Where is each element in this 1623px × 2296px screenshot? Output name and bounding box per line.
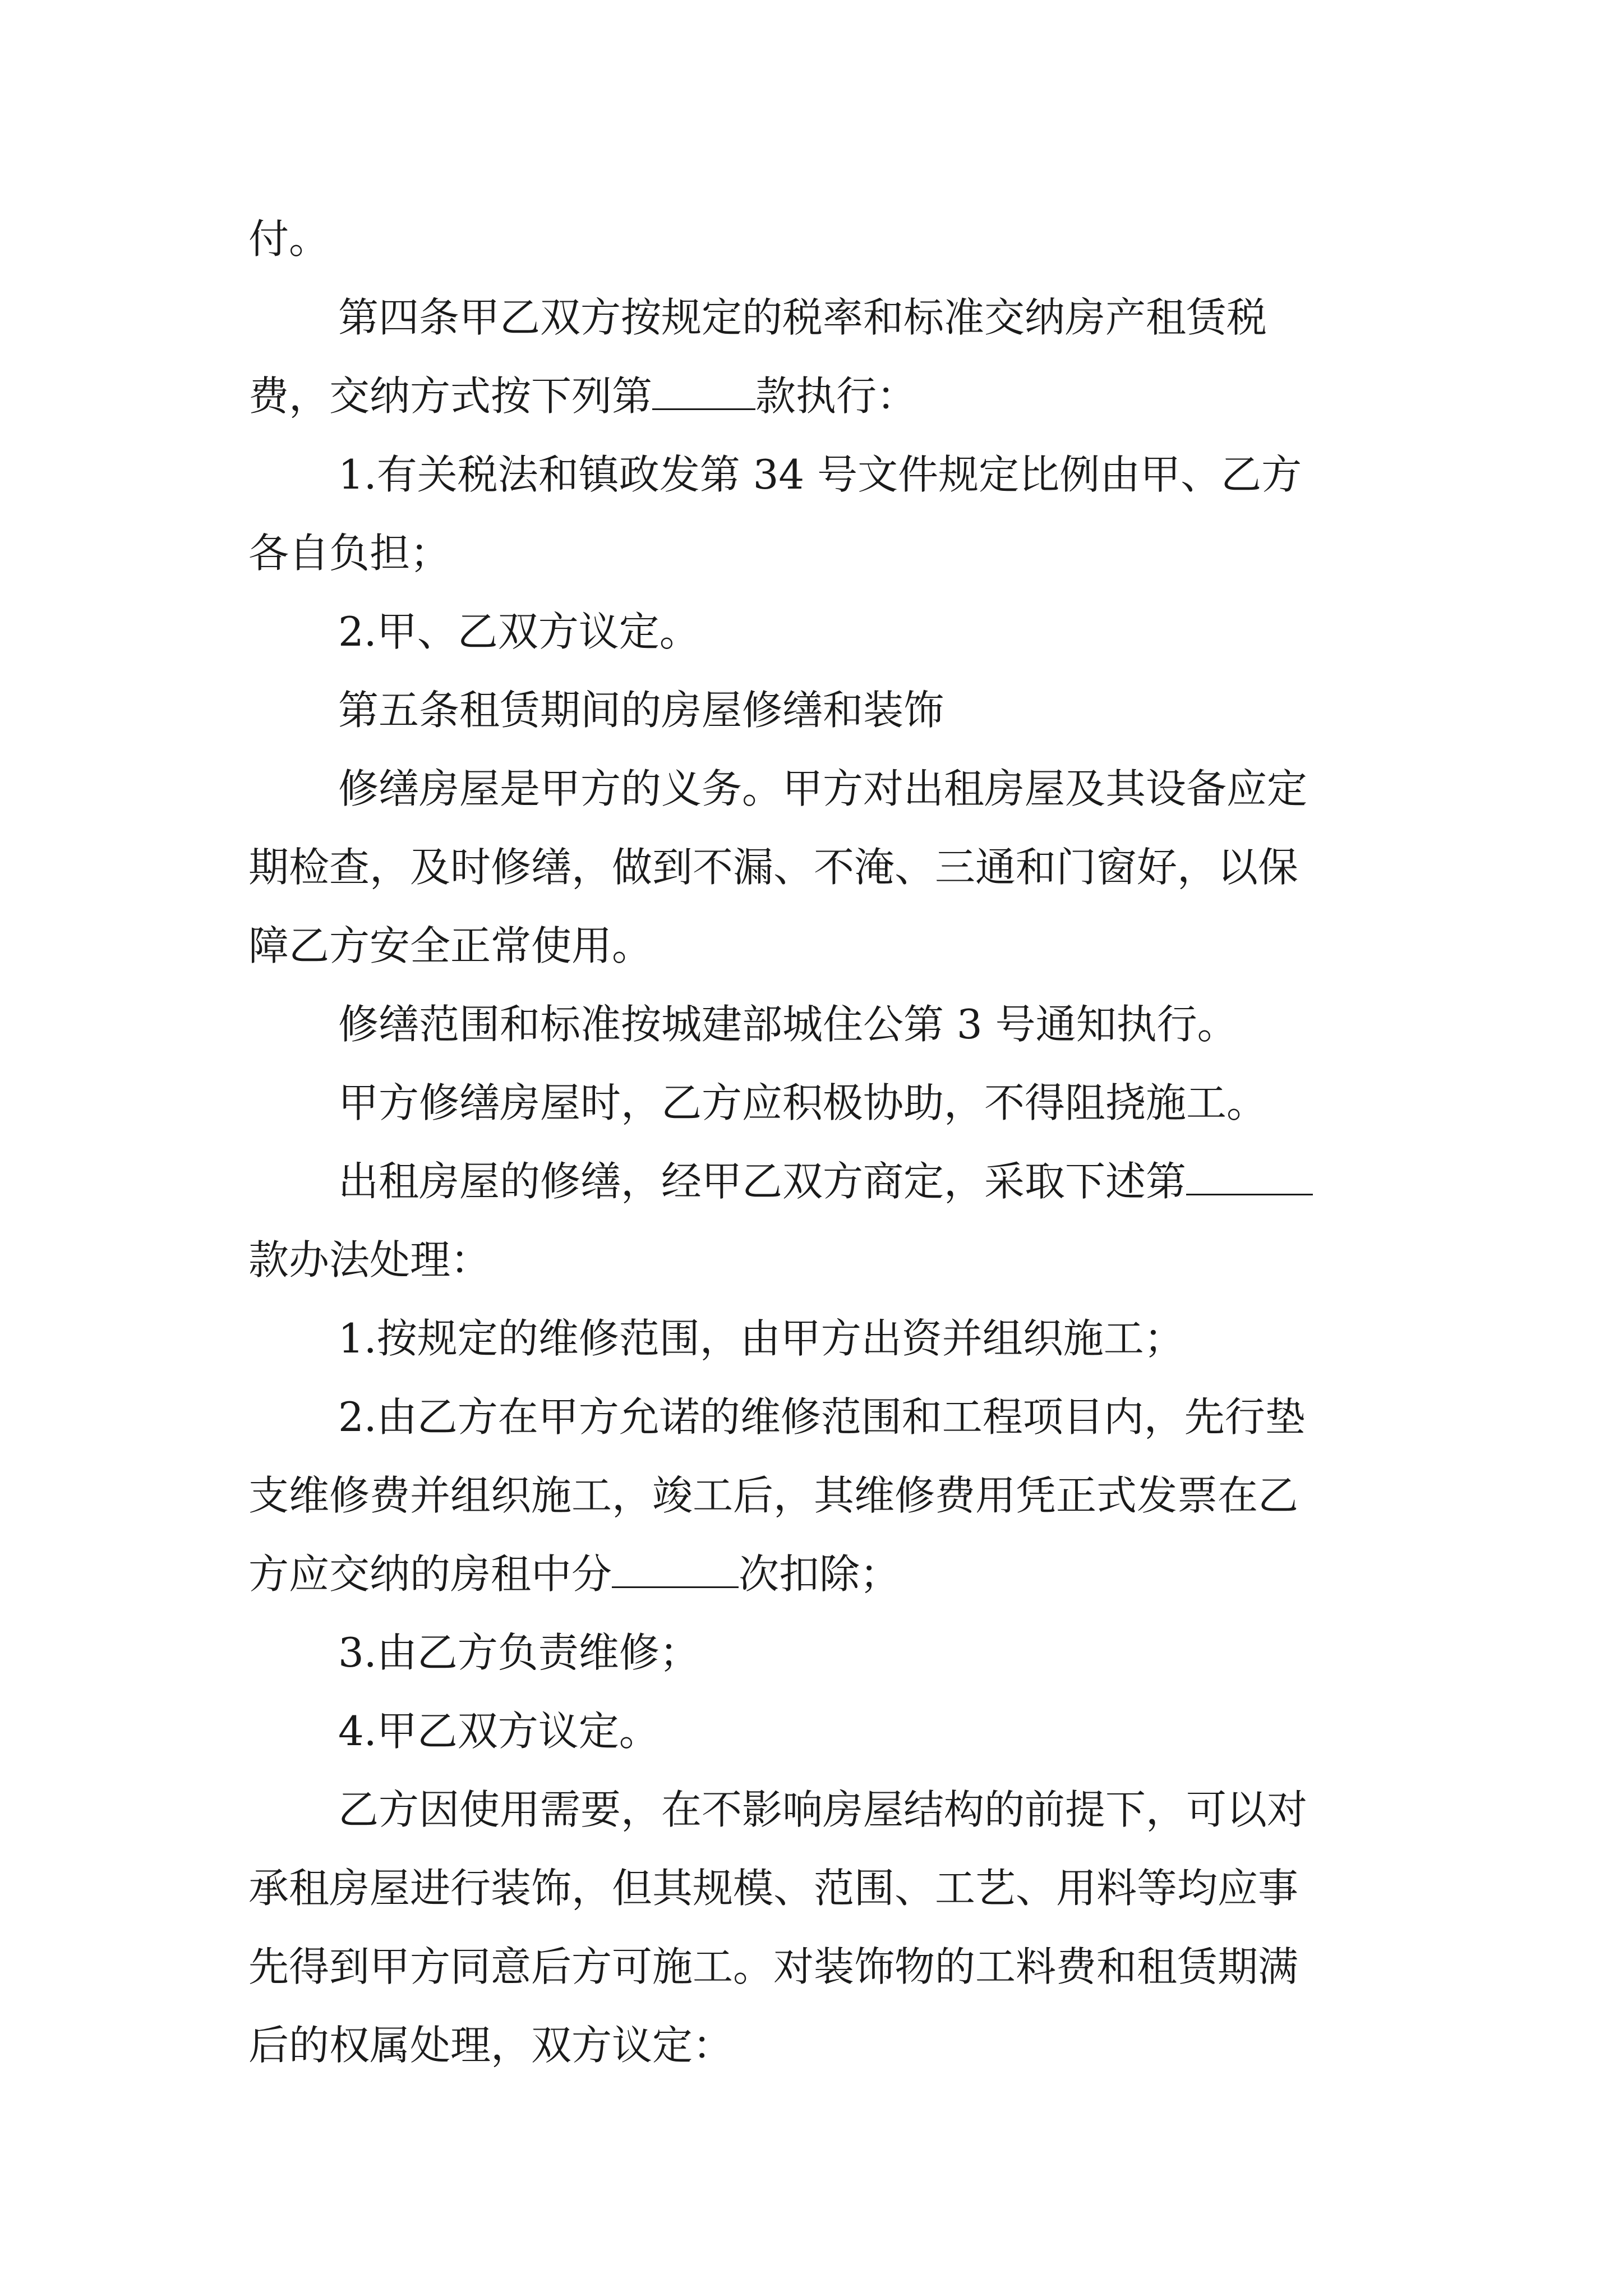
- text-line: [248, 525, 450, 581]
- text: 乙方因使用需要，在不影响房屋结构的前提下，可以对: [338, 1786, 1308, 1833]
- text: 后的权属处理，双方议定：: [248, 2022, 734, 2069]
- article-4-heading: [338, 289, 1267, 346]
- text-line: [248, 839, 1298, 895]
- text-line: [248, 368, 917, 424]
- text-line: [248, 1232, 491, 1288]
- text-line: [338, 1153, 1313, 1209]
- text: 方应交纳的房租中分: [248, 1550, 612, 1598]
- text: 费，交纳方式按下列第: [248, 372, 653, 420]
- text: 次扣除；: [739, 1550, 901, 1598]
- text: 期检查，及时修缮，做到不漏、不淹、三通和门窗好，以保: [248, 844, 1299, 891]
- text: 3.由乙方负责维修；: [338, 1629, 700, 1676]
- text: 1.按规定的维修范围，由甲方出资并组织施工；: [338, 1315, 1184, 1362]
- text: 甲方修缮房屋时，乙方应积极协助，不得阻挠施工。: [338, 1079, 1267, 1126]
- text: 2.甲、乙双方议定。: [338, 608, 700, 655]
- text: 各自负担；: [248, 530, 451, 577]
- text: 先得到甲方同意后方可施工。对装饰物的工料费和租赁期满: [248, 1943, 1299, 1990]
- text-line: [338, 1075, 1267, 1131]
- text: 出租房屋的修缮，经甲乙双方商定，采取下述第: [338, 1158, 1187, 1205]
- fill-in-blank[interactable]: [1186, 1159, 1313, 1195]
- text-line: [248, 1860, 1298, 1916]
- fill-in-blank[interactable]: [612, 1552, 739, 1588]
- text: 2.由乙方在甲方允诺的维修范围和工程项目内，先行垫: [338, 1393, 1306, 1441]
- text: 第五条租赁期间的房屋修缮和装饰: [338, 687, 944, 734]
- text: 修缮范围和标准按城建部城住公第 3 号通知执行。: [338, 1001, 1238, 1048]
- text-line: [248, 1939, 1298, 1995]
- text-line: [248, 2017, 733, 2073]
- text: 1.有关税法和镇政发第 34 号文件规定比例由甲、乙方: [338, 451, 1302, 498]
- article-5-heading: [338, 682, 944, 738]
- text-line: [338, 1782, 1307, 1838]
- text: 4.甲乙双方议定。: [338, 1708, 660, 1755]
- text-line: [248, 1467, 1298, 1524]
- text-line: [248, 1546, 900, 1602]
- text: 款办法处理：: [248, 1236, 491, 1283]
- text: 承租房屋进行装饰，但其规模、范围、工艺、用料等均应事: [248, 1865, 1299, 1912]
- list-item: [338, 604, 700, 660]
- text: 付。: [248, 215, 330, 263]
- text: 障乙方安全正常使用。: [248, 922, 653, 969]
- list-item: [338, 1389, 1306, 1445]
- text: 修缮房屋是甲方的义务。甲方对出租房屋及其设备应定: [338, 765, 1308, 812]
- text-line: [338, 761, 1307, 817]
- text-line: [248, 211, 329, 267]
- list-item: [338, 1703, 660, 1759]
- list-item: [338, 1310, 1184, 1366]
- text: 第四条甲乙双方按规定的税率和标准交纳房产租赁税: [338, 294, 1267, 341]
- text: 款执行：: [755, 372, 917, 420]
- text-line: [248, 918, 652, 974]
- text: 支维修费并组织施工，竣工后，其维修费用凭正式发票在乙: [248, 1472, 1299, 1519]
- fill-in-blank[interactable]: [652, 374, 755, 410]
- list-item: [338, 447, 1302, 503]
- list-item: [338, 1625, 700, 1681]
- text-line: [338, 996, 1238, 1052]
